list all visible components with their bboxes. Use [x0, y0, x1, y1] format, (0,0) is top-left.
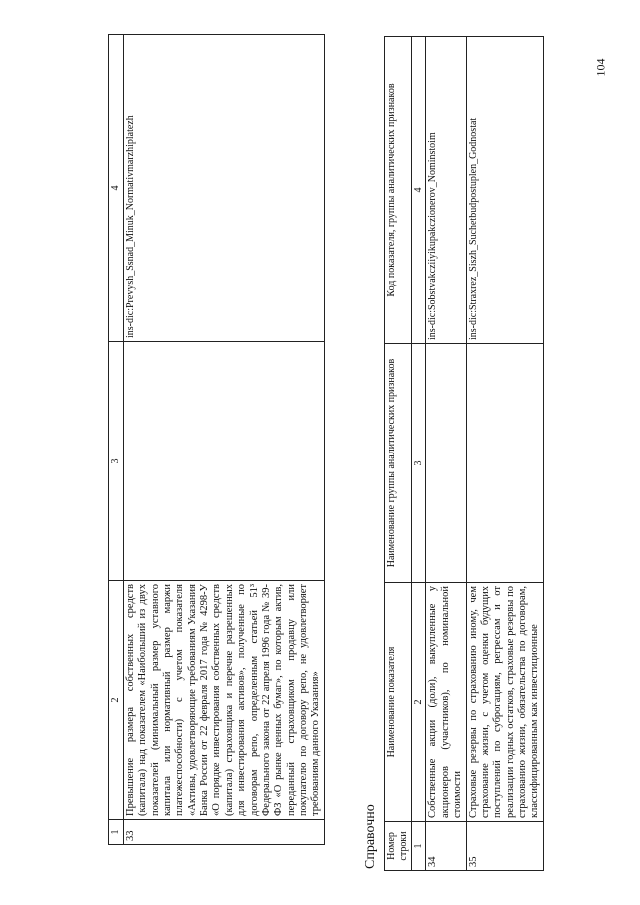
- reference-caption: Справочно: [363, 804, 378, 869]
- subheader-col-3: 3: [411, 344, 426, 583]
- header-col-3: 3: [109, 342, 124, 581]
- indicator-code: ins-dic:Sobstvakcziiyikupakczionerov_Nominstoim: [426, 37, 466, 344]
- indicator-name: Страховые резервы по страхованию иному, чем страхование жизни, с учетом оценки будущих поступлений по суброгациям, регрессам и от реализации годных остатков, страховые резервы по страхованию жизни, обязательства по договорам, классифицированным как инвестиционные: [466, 583, 543, 822]
- header-col-4: 4: [109, 35, 124, 342]
- row-number: 35: [466, 822, 543, 871]
- row-number: 34: [426, 822, 466, 871]
- table-row: [123, 35, 324, 845]
- subheader-col-1: 1: [411, 822, 426, 871]
- table-header-row: [385, 37, 412, 871]
- header-col-2: 2: [109, 581, 124, 820]
- header-col-1: 1: [109, 820, 124, 845]
- header-indicator-name: Наименование показателя: [385, 583, 412, 822]
- header-group-name: Наименование группы аналитических признаков: [385, 344, 412, 583]
- reference-table: [384, 36, 544, 871]
- table-header-row: [109, 35, 124, 845]
- table-subheader-row: [411, 37, 426, 871]
- header-row-number: Номер строки: [385, 822, 412, 871]
- row-number: 33: [123, 820, 324, 845]
- subheader-col-2: 2: [411, 583, 426, 822]
- table-row: [466, 37, 543, 871]
- indicator-name: Превышение размера собственных средств (капитала) над показателем «Наибольший из двух показателей (минимальный размер уставного капитала или нормативный размер маржи платежеспособности) с учетом показателя «Активы, удовлетворяющие требованиям Указания Банка России от 22 февраля 2017 года № 4298-У «О порядке инвестирования собственных средств (капитала) страховщика и перечне разрешенных для инвестирования активов», полученные по договорам репо, определенным статьей 51³ Федерального закона от 22 апреля 1996 года № 39-ФЗ «О рынке ценных бумаг», по которым актив, переданный страховщиком продавцу или покупателю по договору репо, не удовлетворяет требованиям данного Указания»: [123, 581, 324, 820]
- group-name: [426, 344, 466, 583]
- indicator-name: Собственные акции (доли), выкупленные у акционеров (участников), по номинальной стоимости: [426, 583, 466, 822]
- group-name: [123, 342, 324, 581]
- indicator-code: ins-dic:Prevysh_Ssnad_Minuk_Normativmarzhiplatezh: [123, 35, 324, 342]
- indicator-code: ins-dic:Straxrez_Siszh_Suchetbudpostuplen_Godnostat: [466, 37, 543, 344]
- subheader-col-4: 4: [411, 37, 426, 344]
- header-indicator-code: Код показателя, группы аналитических признаков: [385, 37, 412, 344]
- indicators-table: [108, 34, 325, 845]
- group-name: [466, 344, 543, 583]
- page-number: 104: [593, 58, 608, 77]
- table-row: [426, 37, 466, 871]
